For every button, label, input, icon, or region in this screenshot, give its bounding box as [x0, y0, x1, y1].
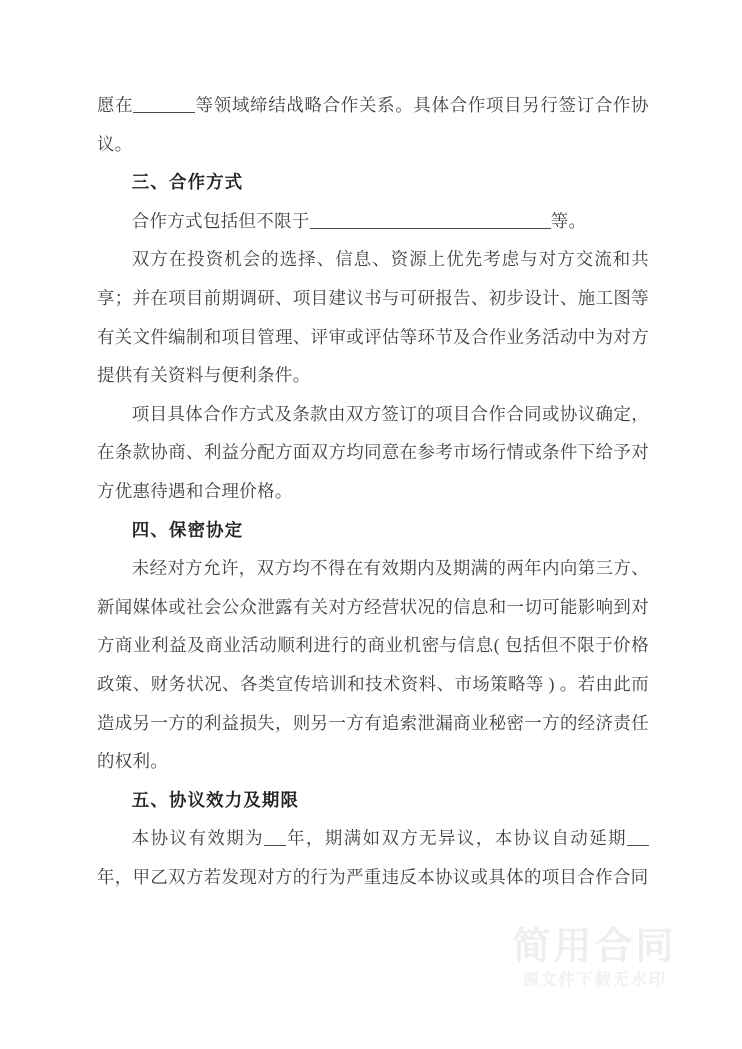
- text-run: 三、合作方式: [131, 172, 244, 193]
- paragraph: [97, 819, 649, 896]
- section-heading: [97, 781, 649, 820]
- text-run: 愿在: [97, 95, 134, 115]
- text-run: 双方在投资机会的选择、信息、资源上优先考虑与对方交流和共享；并在项目前期调研、项目建议书与可研报告、初步设计、施工图等有关文件编制和项目管理、评审或评估等环节及合作业务活动中为对方提供有关资料与便利条件。: [97, 249, 649, 386]
- paragraph: [97, 202, 649, 241]
- text-run: 等。: [550, 210, 587, 231]
- fill-in-blank[interactable]: [627, 828, 649, 846]
- text-run: 合作方式包括但不限于: [131, 210, 310, 231]
- watermark-subtitle: 源文件下载无水印: [522, 971, 667, 989]
- paragraph: [97, 549, 649, 781]
- text-run: 项目具体合作方式及条款由双方签订的项目合作合同或协议确定，在条款协商、利益分配方面双方均同意在参考市场行情或条件下给予对方优惠待遇和合理价格。: [97, 403, 649, 501]
- text-run: 未经对方允许，双方均不得在有效期内及期满的两年内向第三方、新闻媒体或社会公众泄露有关对方经营状况的信息和一切可能影响到对方商业利益及商业活动顺利进行的商业机密与信息( 包括但不限于价格政策、财务状况、各类宣传培训和技术资料、市场策略等 ) 。若由此而造成另一方的利益损失，则另一方有追索泄漏商业秘密一方的经济责任的权利。: [97, 558, 649, 772]
- text-run: 四、保密协定: [131, 519, 244, 540]
- section-heading: [97, 511, 649, 550]
- fill-in-blank[interactable]: [133, 95, 195, 113]
- text-run: 本协议有效期为: [131, 828, 264, 849]
- watermark: [472, 925, 717, 991]
- fill-in-blank[interactable]: [264, 828, 286, 846]
- section-heading: [97, 163, 649, 202]
- watermark-title: 简用合同: [512, 926, 677, 968]
- fill-in-blank[interactable]: [310, 211, 551, 229]
- paragraph: [97, 86, 649, 163]
- paragraph: [97, 395, 649, 511]
- document-body: [97, 86, 649, 896]
- text-run: 年，期满如双方无异议，本协议自动延期: [285, 828, 627, 849]
- text-run: 年，甲乙双方若发现对方的行为严重违反本协议或具体的项目合作合同: [97, 866, 649, 887]
- paragraph: [97, 240, 649, 394]
- text-run: 等领域缔结战略合作关系。具体合作项目另行签订合作协议。: [97, 95, 649, 154]
- text-run: 五、协议效力及期限: [131, 789, 300, 810]
